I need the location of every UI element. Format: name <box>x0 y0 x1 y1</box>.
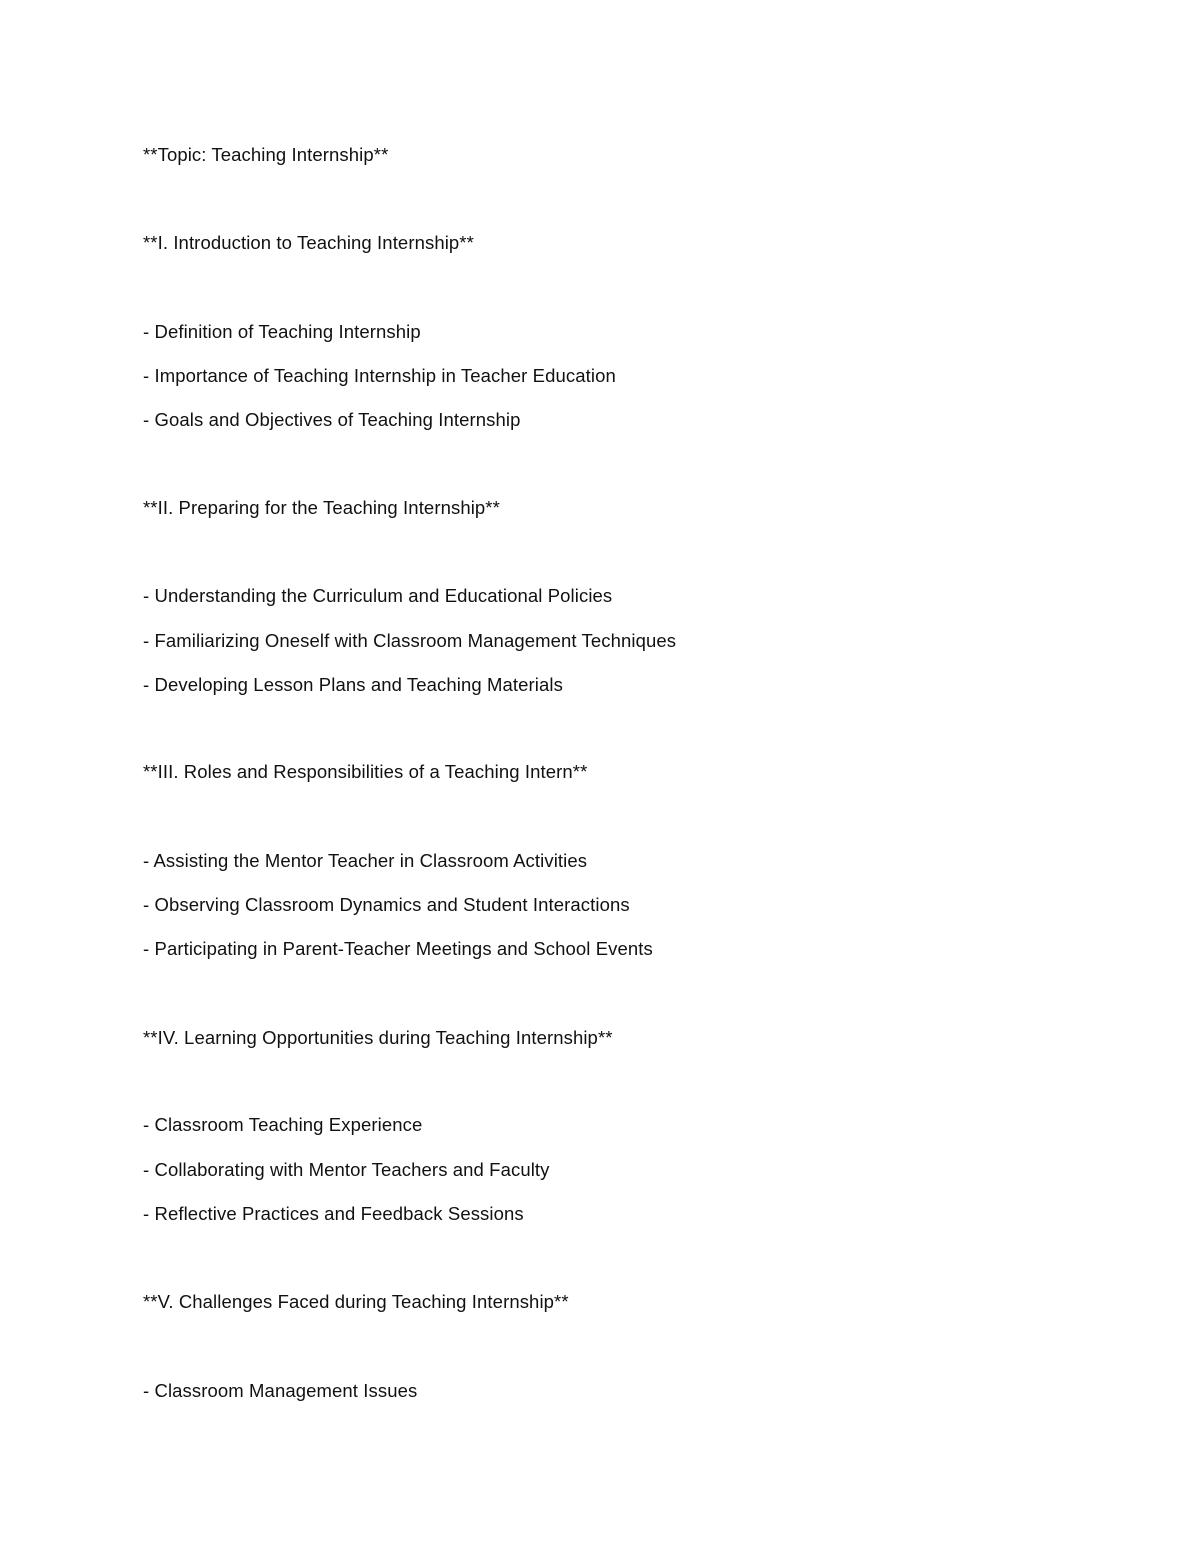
list-item: - Familiarizing Oneself with Classroom Management Techniques <box>143 630 677 651</box>
list-item: - Importance of Teaching Internship in Teacher Education <box>143 365 616 386</box>
list-item: - Developing Lesson Plans and Teaching Materials <box>143 674 563 695</box>
section-heading-2: **II. Preparing for the Teaching Internship** <box>143 497 500 518</box>
section-heading-3: **III. Roles and Responsibilities of a Teaching Intern** <box>143 761 588 782</box>
section-heading-5: **V. Challenges Faced during Teaching Internship** <box>143 1291 569 1312</box>
list-item: - Participating in Parent-Teacher Meetings and School Events <box>143 938 653 959</box>
list-item: - Goals and Objectives of Teaching Internship <box>143 409 521 430</box>
list-item: - Classroom Management Issues <box>143 1380 418 1401</box>
list-item: - Definition of Teaching Internship <box>143 321 421 342</box>
list-item: - Collaborating with Mentor Teachers and Faculty <box>143 1159 550 1180</box>
section-heading-1: **I. Introduction to Teaching Internship** <box>143 232 474 253</box>
section-heading-4: **IV. Learning Opportunities during Teaching Internship** <box>143 1027 613 1048</box>
list-item: - Observing Classroom Dynamics and Student Interactions <box>143 894 630 915</box>
list-item: - Understanding the Curriculum and Educational Policies <box>143 585 613 606</box>
list-item: - Classroom Teaching Experience <box>143 1114 423 1135</box>
document-topic: **Topic: Teaching Internship** <box>143 144 389 165</box>
list-item: - Assisting the Mentor Teacher in Classroom Activities <box>143 850 588 871</box>
list-item: - Reflective Practices and Feedback Sessions <box>143 1203 524 1224</box>
